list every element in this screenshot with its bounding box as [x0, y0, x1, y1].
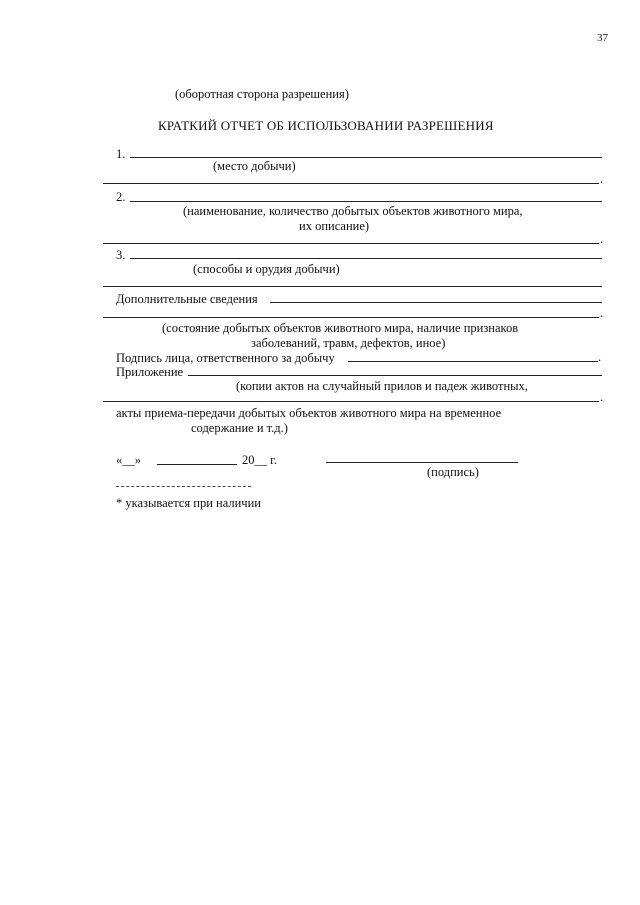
attachment-caption-line2: акты приема-передачи добытых объектов животного мира на временное: [116, 406, 502, 420]
item1-line: [130, 157, 602, 158]
item2-caption-line1: (наименование, количество добытых объектов животного мира,: [183, 204, 523, 218]
additional-end-mark: .: [600, 306, 604, 320]
attachment-caption-line1: (копии актов на случайный прилов и падеж животных,: [236, 379, 528, 393]
item3-caption: (способы и орудия добычи): [193, 262, 340, 276]
responsible-signature-line: [348, 361, 598, 362]
item3-number: 3.: [116, 248, 126, 262]
additional-line: [270, 302, 602, 303]
item1-caption: (место добычи): [213, 159, 296, 173]
date-month-line: [157, 464, 237, 465]
additional-line-2: [103, 317, 599, 318]
date-year: 20__ г.: [242, 453, 277, 467]
footnote-separator: [116, 486, 251, 487]
responsible-signature-label: Подпись лица, ответственного за добычу: [116, 351, 335, 365]
attachment-label: Приложение: [116, 365, 184, 379]
item3-line: [130, 258, 602, 259]
signature-line: [326, 462, 518, 463]
item1-line-2: [103, 183, 599, 184]
attachment-caption-line3: содержание и т.д.): [191, 421, 288, 435]
additional-caption-line1: (состояние добытых объектов животного мира, наличие признаков: [162, 321, 519, 335]
item2-line: [130, 201, 602, 202]
document-title: КРАТКИЙ ОТЧЕТ ОБ ИСПОЛЬЗОВАНИИ РАЗРЕШЕНИЯ: [158, 118, 494, 133]
responsible-signature-end-mark: .: [598, 350, 602, 364]
item2-line-2: [103, 243, 599, 244]
page-number: 37: [597, 32, 608, 44]
document-subtitle: (оборотная сторона разрешения): [175, 87, 349, 101]
item2-caption-line2: их описание): [299, 219, 370, 233]
item3-line-2: [103, 286, 602, 287]
item2-end-mark: .: [600, 232, 604, 246]
attachment-line-2: [103, 401, 599, 402]
signature-caption: (подпись): [427, 465, 479, 479]
additional-caption-line2: заболеваний, травм, дефектов, иное): [251, 336, 446, 350]
date-day: «__»: [116, 453, 141, 467]
item2-number: 2.: [116, 190, 126, 204]
attachment-line: [188, 375, 602, 376]
attachment-end-mark: .: [600, 390, 604, 404]
item1-number: 1.: [116, 147, 126, 161]
footnote-text: * указывается при наличии: [116, 496, 261, 510]
additional-label: Дополнительные сведения: [116, 292, 258, 306]
item1-end-mark: .: [600, 172, 604, 186]
